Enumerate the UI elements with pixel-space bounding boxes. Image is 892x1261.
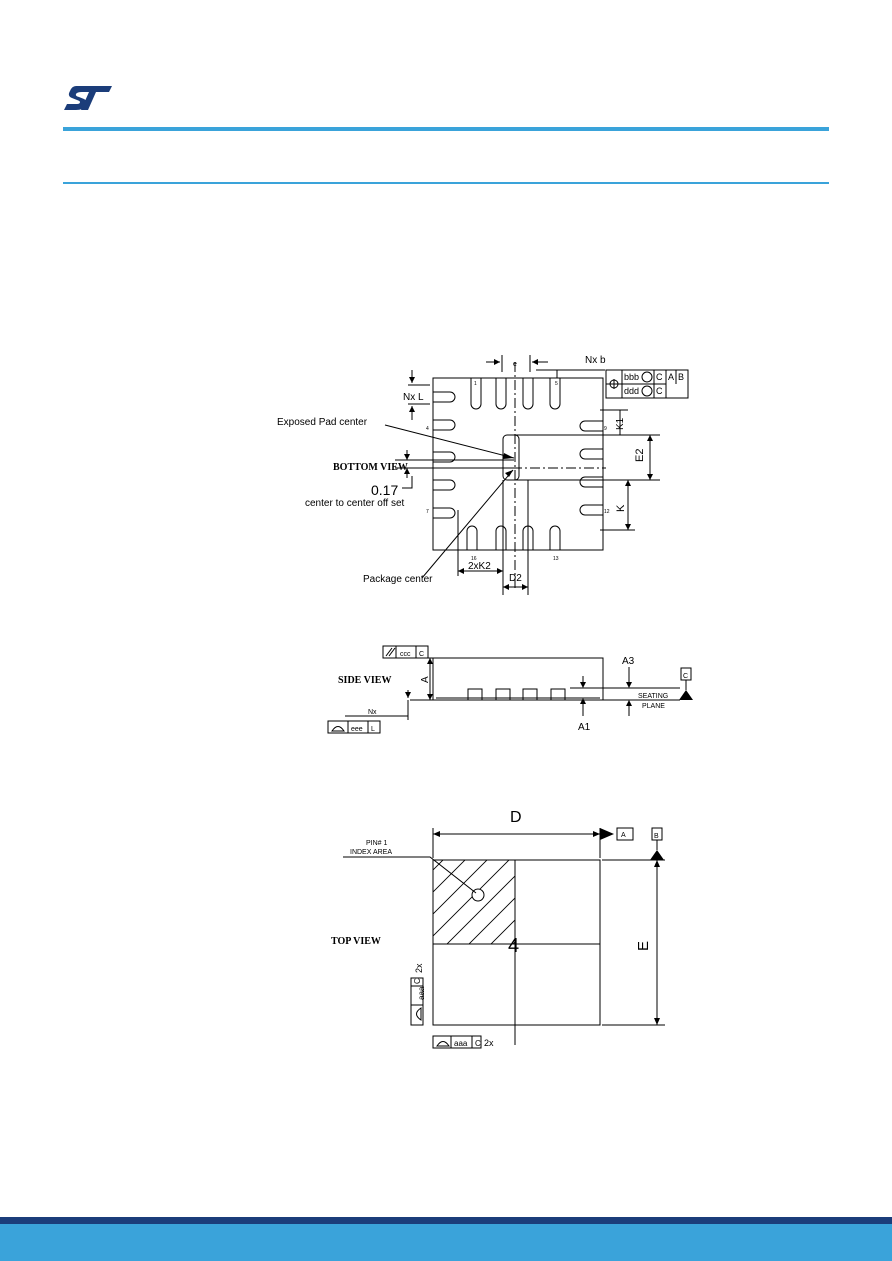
pin-7-label: 7 xyxy=(426,509,429,515)
bottom-view-title: BOTTOM VIEW xyxy=(333,462,408,473)
footer-bar-dark xyxy=(0,1217,892,1224)
pin-16-label: 16 xyxy=(471,556,477,562)
ref-c-1: C xyxy=(656,372,663,382)
d2-label: D2 xyxy=(509,573,522,584)
eee-ref-l: L xyxy=(371,726,375,733)
plane-label: PLANE xyxy=(642,703,665,710)
aaa-ref-c-left: C xyxy=(413,978,422,984)
footer-bar-light xyxy=(0,1224,892,1261)
ccc-label: ccc xyxy=(400,651,411,658)
e2-label: E2 xyxy=(634,448,646,462)
side-view-drawing xyxy=(328,646,691,733)
e-label: E xyxy=(635,940,652,951)
e-pitch-label: e xyxy=(513,361,517,368)
ref-a: A xyxy=(668,372,675,382)
2x-label-left: 2x xyxy=(414,963,424,973)
aaa-label-left: aaa xyxy=(417,986,426,1000)
aaa-ref-c-bottom: C xyxy=(475,1039,481,1048)
d-label: D xyxy=(510,809,522,826)
top-view-title: TOP VIEW xyxy=(331,936,381,947)
2xk2-label: 2xK2 xyxy=(468,561,491,572)
2x-label-bottom: 2x xyxy=(484,1038,494,1048)
side-view-title: SIDE VIEW xyxy=(338,675,392,686)
pin-4-label: 4 xyxy=(426,426,429,432)
nx-l-label: Nx L xyxy=(403,392,424,403)
eee-label: eee xyxy=(351,726,363,733)
pin1-index-line1: PIN# 1 xyxy=(366,840,388,847)
aaa-label-bottom: aaa xyxy=(454,1039,468,1048)
pin-1-label: 1 xyxy=(474,381,477,387)
datum-a-label: A xyxy=(621,832,626,839)
nx-label: Nx xyxy=(368,709,377,716)
nx-b-label: Nx b xyxy=(585,355,606,366)
top-view-drawing xyxy=(343,828,665,1048)
ddd-label: ddd xyxy=(624,386,640,396)
pin1-index-line2: INDEX AREA xyxy=(350,849,393,856)
pin-13-label: 13 xyxy=(553,556,559,562)
bottom-pins xyxy=(467,526,560,550)
offset-label: center to center off set xyxy=(305,498,405,509)
seating-label: SEATING xyxy=(638,693,669,700)
ref-c-2: C xyxy=(656,386,663,396)
k-label: K xyxy=(615,504,627,512)
ref-b: B xyxy=(678,372,685,382)
center-mark: 4 xyxy=(508,935,520,957)
a-label: A xyxy=(420,676,431,683)
pin-12-label: 12 xyxy=(604,509,610,515)
a3-label: A3 xyxy=(622,656,635,667)
datum-c-label: C xyxy=(683,673,689,680)
datum-b-label: B xyxy=(654,833,659,840)
pin-9-label: 9 xyxy=(604,426,607,432)
a1-label: A1 xyxy=(578,722,591,733)
pin-5-label: 5 xyxy=(555,381,558,387)
k1-label: K1 xyxy=(615,417,626,430)
offset-value: 0.17 xyxy=(371,482,399,498)
exposed-pad-center-label: Exposed Pad center xyxy=(277,417,368,428)
ccc-ref-c: C xyxy=(419,651,425,658)
bottom-view-drawing xyxy=(385,355,688,595)
bbb-label: bbb xyxy=(624,372,640,382)
package-center-label: Package center xyxy=(363,574,433,585)
left-pins xyxy=(433,392,455,518)
